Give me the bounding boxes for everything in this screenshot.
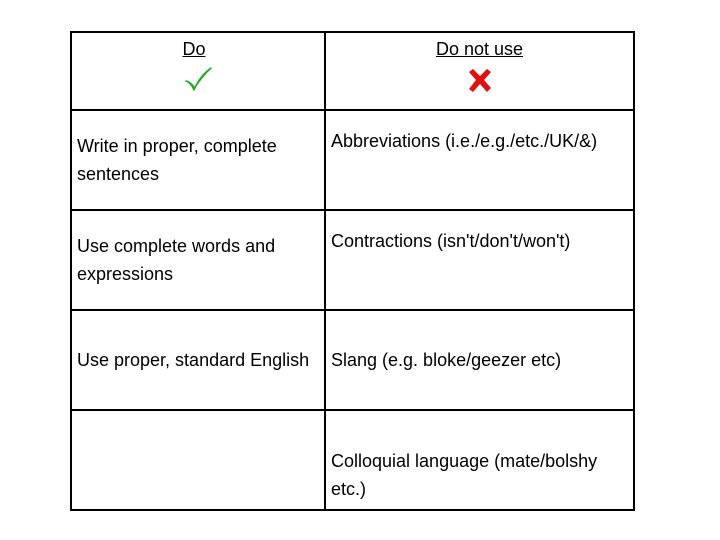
do-cell [71,210,325,310]
table-row [71,410,634,510]
table-row [71,310,634,410]
dont-item-text: Abbreviations (i.e./e.g./etc./UK/&) [331,131,598,151]
check-mark-icon [183,65,213,95]
dont-item-text: Contractions (isn't/don't/won't) [331,231,571,251]
do-header-cell [71,32,325,110]
cross-mark-icon [465,65,495,95]
do-cell [71,310,325,410]
header-row [71,32,634,110]
table-row [71,110,634,210]
table-row [71,210,634,310]
do-item-text: Use complete words and expressions [77,236,276,284]
do-column-heading: Do [182,39,206,59]
do-cell [71,110,325,210]
dont-cell [325,310,634,410]
dont-item-text: Slang (e.g. bloke/geezer etc) [331,350,562,370]
dont-cell [325,110,634,210]
do-item-text: Use proper, standard English [77,350,310,370]
dont-item-text: Colloquial language (mate/bolshy etc.) [331,451,598,499]
do-item-text: Write in proper, complete sentences [77,136,277,184]
do-cell [71,410,325,510]
dont-column-heading: Do not use [435,39,524,59]
do-dont-table [70,31,635,511]
dont-cell [325,210,634,310]
dont-cell [325,410,634,510]
dont-header-cell [325,32,634,110]
